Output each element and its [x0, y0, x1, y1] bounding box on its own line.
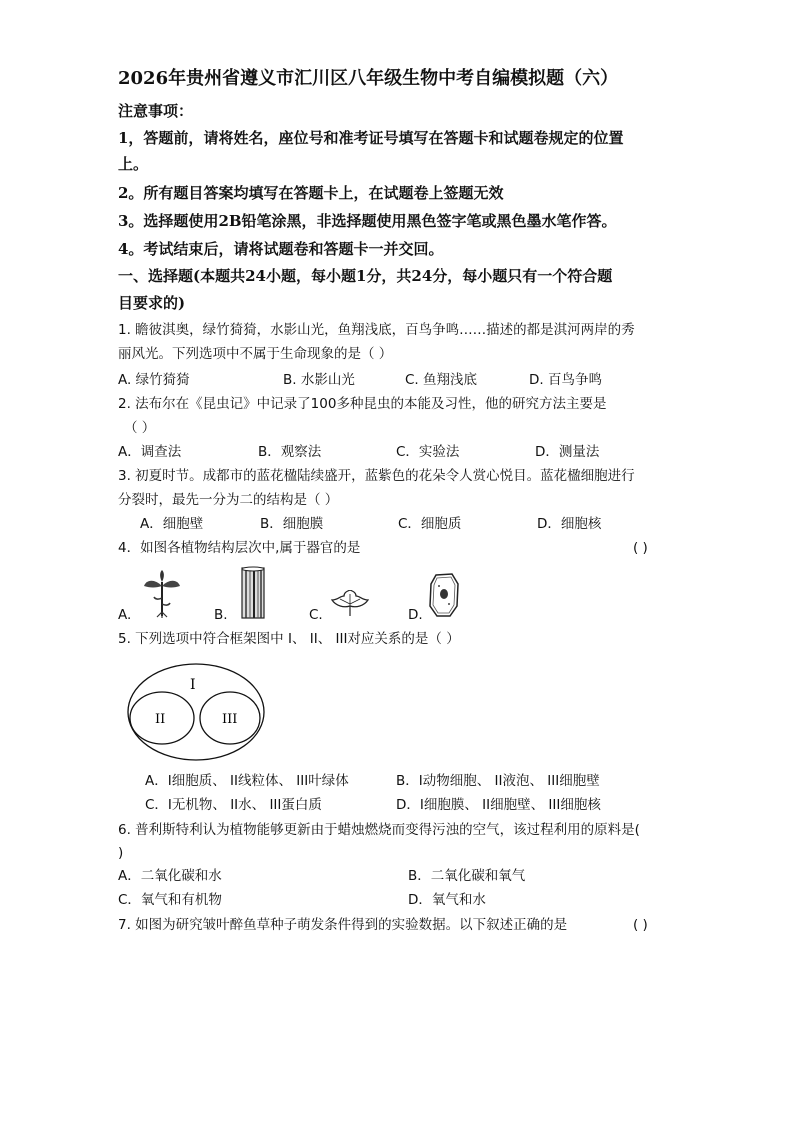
question-3-option-a[interactable]: A．细胞壁: [140, 516, 204, 532]
section-1-heading-line-2: 目要求的): [118, 294, 186, 312]
question-2-option-a[interactable]: A．调查法: [118, 444, 182, 460]
question-2-line-1: 2. 法布尔在《昆虫记》中记录了100多种昆虫的本能及习性，他的研究方法主要是: [118, 396, 607, 412]
diagram-label-i: I: [190, 677, 196, 693]
diagram-label-iii: III: [222, 712, 238, 727]
question-1-line-2: 丽风光。下列选项中不属于生命现象的是（ ）: [118, 346, 393, 362]
question-6-option-c[interactable]: C．氧气和有机物: [118, 892, 222, 908]
exam-title: 2026年贵州省遵义市汇川区八年级生物中考自编模拟题（六）: [118, 68, 619, 89]
question-2-line-2: （ ）: [124, 420, 156, 436]
question-2-option-d[interactable]: D．测量法: [535, 444, 600, 460]
plant-cell-figure: [428, 572, 460, 618]
question-4-option-d[interactable]: D.: [408, 607, 423, 623]
question-3-line-1: 3. 初夏时节。成都市的蓝花楹陆续盛开，蓝紫色的花朵令人赏心悦目。蓝花楹细胞进行: [118, 468, 635, 484]
question-3-option-d[interactable]: D．细胞核: [537, 516, 602, 532]
question-4-option-a[interactable]: A.: [118, 607, 132, 623]
notice-item-2: 2。所有题目答案均填写在答题卡上，在试题卷上签题无效: [118, 184, 504, 202]
question-6-option-b[interactable]: B．二氧化碳和氧气: [408, 868, 526, 884]
notice-item-4: 4。考试结束后，请将试题卷和答题卡一并交回。: [118, 240, 444, 258]
question-2-option-c[interactable]: C．实验法: [396, 444, 460, 460]
question-7-line-1: 7. 如图为研究皱叶醉鱼草种子萌发条件得到的实验数据。以下叙述正确的是: [118, 917, 568, 933]
question-1-option-a[interactable]: A. 绿竹猗猗: [118, 372, 190, 388]
question-4-line-1: 4．如图各植物结构层次中,属于器官的是: [118, 540, 361, 556]
question-5-option-b[interactable]: B．I动物细胞、 II液泡、 III细胞壁: [396, 773, 600, 789]
question-1-option-b[interactable]: B. 水影山光: [283, 372, 355, 388]
question-5-line-1: 5. 下列选项中符合框架图中 I、 II、 III对应关系的是（ ）: [118, 631, 460, 647]
nested-sets-diagram: [126, 662, 266, 762]
question-1-line-1: 1. 瞻彼淇奥，绿竹猗猗，水影山光，鱼翔浅底，百鸟争鸣……描述的都是淇河两岸的秀: [118, 322, 635, 338]
question-2-option-b[interactable]: B．观察法: [258, 444, 322, 460]
question-6-line-2: ): [118, 845, 124, 861]
question-6-line-1: 6. 普利斯特利认为植物能够更新由于蜡烛燃烧而变得污浊的空气，该过程利用的原料是(: [118, 822, 640, 838]
question-4-option-b[interactable]: B.: [214, 607, 228, 623]
question-3-option-b[interactable]: B．细胞膜: [260, 516, 324, 532]
leaf-figure: [330, 590, 370, 618]
question-6-option-a[interactable]: A．二氧化碳和水: [118, 868, 222, 884]
diagram-label-ii: II: [155, 712, 166, 727]
question-1-option-c[interactable]: C. 鱼翔浅底: [405, 372, 478, 388]
notice-heading: 注意事项：: [118, 102, 194, 120]
seedling-figure: [140, 568, 184, 618]
stem-tissue-figure: [238, 566, 268, 620]
notice-item-3: 3。选择题使用2B铅笔涂黑，非选择题使用黑色签字笔或黑色墨水笔作答。: [118, 212, 617, 230]
question-1-option-d[interactable]: D. 百鸟争鸣: [529, 372, 602, 388]
question-5-option-a[interactable]: A．I细胞质、 II线粒体、 III叶绿体: [145, 773, 349, 789]
question-3-option-c[interactable]: C．细胞质: [398, 516, 462, 532]
notice-item-1-line-2: 上。: [118, 155, 149, 173]
question-6-option-d[interactable]: D．氧气和水: [408, 892, 486, 908]
question-4-option-c[interactable]: C.: [309, 607, 323, 623]
question-3-line-2: 分裂时，最先一分为二的结构是（ ）: [118, 492, 339, 508]
question-5-option-c[interactable]: C．I无机物、 II水、 III蛋白质: [145, 797, 322, 813]
section-1-heading-line-1: 一、选择题(本题共24小题，每小题1分，共24分，每小题只有一个符合题: [118, 267, 613, 285]
question-4-answer-paren: ( ): [633, 540, 648, 556]
question-7-answer-paren: ( ): [633, 917, 648, 933]
question-5-option-d[interactable]: D．I细胞膜、 II细胞壁、 III细胞核: [396, 797, 601, 813]
notice-item-1-line-1: 1，答题前，请将姓名，座位号和准考证号填写在答题卡和试题卷规定的位置: [118, 129, 624, 147]
